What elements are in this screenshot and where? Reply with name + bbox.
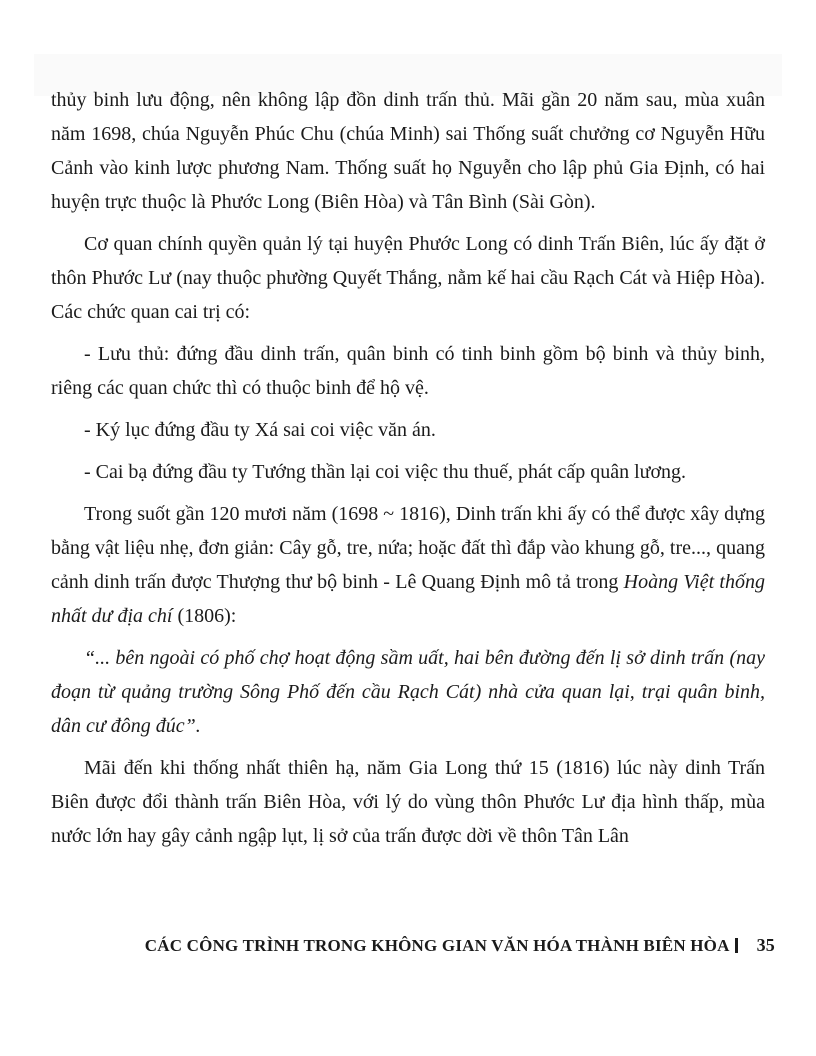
page-number: 35 <box>756 935 775 955</box>
book-title: Hoàng Việt thống nhất dư địa chí <box>51 571 765 627</box>
list-item-cai-ba: - Cai bạ đứng đầu ty Tướng thần lại coi việc thu thuế, phát cấp quân lương. <box>84 461 687 483</box>
paragraph-dinh-tran-description <box>51 497 765 633</box>
paragraph-tail-text: (1806): <box>172 605 237 627</box>
running-title: CÁC CÔNG TRÌNH TRONG KHÔNG GIAN VĂN HÓA THÀNH BIÊN HÒA <box>144 936 730 955</box>
page-footer <box>0 933 775 958</box>
paragraph-tran-bien: Cơ quan chính quyền quản lý tại huyện Phước Long có dinh Trấn Biên, lúc ấy đặt ở thôn Phước Lư (nay thuộc phường Quyết Thắng, nằm kế hai cầu Rạch Cát và Hiệp Hòa). Các chức quan cai trị có: <box>51 233 765 323</box>
paragraph-lead-text: Trong suốt gần 120 mươi năm (1698 ~ 1816), Dinh trấn khi ấy có thể được xây dựng bằng vật liệu nhẹ, đơn giản: Cây gỗ, tre, nứa; hoặc đất thì đắp vào khung gỗ, tre..., quang cảnh dinh trấn được Thượng thư bộ binh - Lê Quang Định mô tả trong <box>51 503 765 593</box>
footer-separator-bar <box>735 938 738 953</box>
paragraph-continuation: thủy binh lưu động, nên không lập đồn dinh trấn thủ. Mãi gần 20 năm sau, mùa xuân năm 1698, chúa Nguyễn Phúc Chu (chúa Minh) sai Thống suất chưởng cơ Nguyễn Hữu Cảnh vào kinh lược phương Nam. Thống suất họ Nguyễn cho lập phủ Gia Định, có hai huyện trực thuộc là Phước Long (Biên Hòa) và Tân Bình (Sài Gòn). <box>51 89 765 213</box>
paragraph-gia-long: Mãi đến khi thống nhất thiên hạ, năm Gia Long thứ 15 (1816) lúc này dinh Trấn Biên được đổi thành trấn Biên Hòa, với lý do vùng thôn Phước Lư địa hình thấp, mùa nước lớn hay gây cảnh ngập lụt, lị sở của trấn được dời về thôn Tân Lân <box>51 757 765 847</box>
list-item-luu-thu: - Lưu thủ: đứng đầu dinh trấn, quân binh có tinh binh gồm bộ binh và thủy binh, riêng các quan chức thì có thuộc binh để hộ vệ. <box>51 343 765 399</box>
list-item-ky-luc: - Ký lục đứng đầu ty Xá sai coi việc văn án. <box>84 419 436 441</box>
paragraph-quote: “... bên ngoài có phố chợ hoạt động sầm uất, hai bên đường đến lị sở dinh trấn (nay đoạn từ quảng trường Sông Phố đến cầu Rạch Cát) nhà cửa quan lại, trại quân binh, dân cư đông đúc”. <box>51 647 765 737</box>
page-body <box>51 83 765 853</box>
